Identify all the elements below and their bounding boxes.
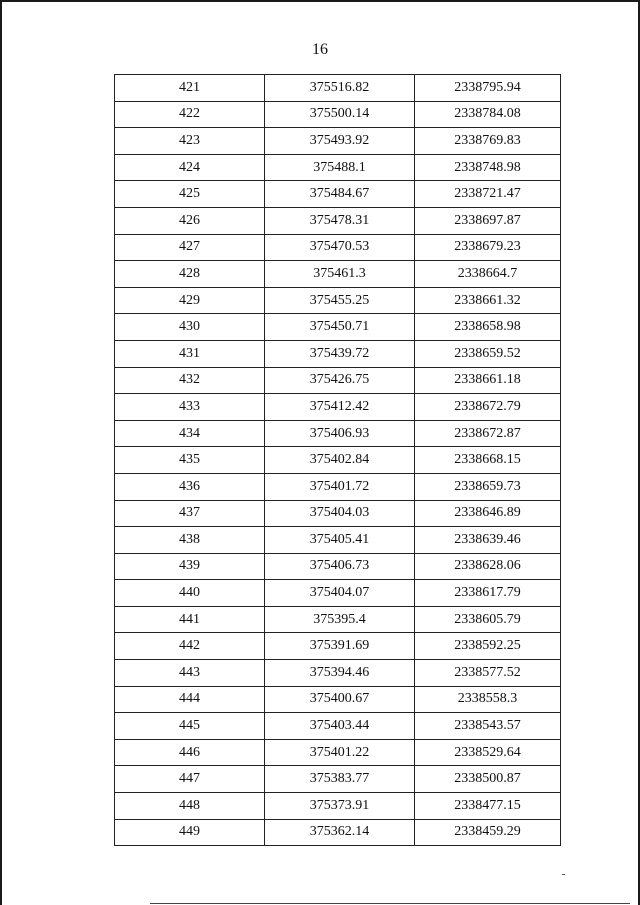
point-number-cell: 446 (115, 739, 265, 766)
x-coordinate-cell: 375455.25 (265, 287, 415, 314)
point-number-cell: 422 (115, 101, 265, 128)
y-coordinate-cell: 2338664.7 (415, 261, 561, 288)
table-row (115, 606, 561, 633)
point-number-cell: 436 (115, 473, 265, 500)
point-number-cell: 428 (115, 261, 265, 288)
y-coordinate-cell: 2338668.15 (415, 447, 561, 474)
table-row (115, 154, 561, 181)
coordinates-table (114, 74, 561, 846)
table-row (115, 314, 561, 341)
point-number-cell: 445 (115, 713, 265, 740)
x-coordinate-cell: 375450.71 (265, 314, 415, 341)
x-coordinate-cell: 375406.93 (265, 420, 415, 447)
x-coordinate-cell: 375439.72 (265, 340, 415, 367)
x-coordinate-cell: 375488.1 (265, 154, 415, 181)
point-number-cell: 424 (115, 154, 265, 181)
x-coordinate-cell: 375484.67 (265, 181, 415, 208)
table-row (115, 101, 561, 128)
point-number-cell: 426 (115, 207, 265, 234)
y-coordinate-cell: 2338659.73 (415, 473, 561, 500)
table-row (115, 793, 561, 820)
y-coordinate-cell: 2338661.18 (415, 367, 561, 394)
point-number-cell: 431 (115, 340, 265, 367)
y-coordinate-cell: 2338459.29 (415, 819, 561, 846)
point-number-cell: 438 (115, 527, 265, 554)
point-number-cell: 435 (115, 447, 265, 474)
x-coordinate-cell: 375478.31 (265, 207, 415, 234)
y-coordinate-cell: 2338628.06 (415, 553, 561, 580)
point-number-cell: 449 (115, 819, 265, 846)
table-row (115, 527, 561, 554)
point-number-cell: 432 (115, 367, 265, 394)
y-coordinate-cell: 2338659.52 (415, 340, 561, 367)
table-row (115, 473, 561, 500)
point-number-cell: 441 (115, 606, 265, 633)
y-coordinate-cell: 2338721.47 (415, 181, 561, 208)
table-row (115, 500, 561, 527)
coordinates-table-body (115, 75, 561, 846)
point-number-cell: 430 (115, 314, 265, 341)
table-row (115, 340, 561, 367)
y-coordinate-cell: 2338661.32 (415, 287, 561, 314)
point-number-cell: 443 (115, 660, 265, 687)
x-coordinate-cell: 375401.72 (265, 473, 415, 500)
y-coordinate-cell: 2338543.57 (415, 713, 561, 740)
y-coordinate-cell: 2338617.79 (415, 580, 561, 607)
table-row (115, 394, 561, 421)
table-row (115, 367, 561, 394)
y-coordinate-cell: 2338592.25 (415, 633, 561, 660)
y-coordinate-cell: 2338577.52 (415, 660, 561, 687)
point-number-cell: 437 (115, 500, 265, 527)
x-coordinate-cell: 375401.22 (265, 739, 415, 766)
table-row (115, 287, 561, 314)
y-coordinate-cell: 2338679.23 (415, 234, 561, 261)
table-row (115, 713, 561, 740)
x-coordinate-cell: 375412.42 (265, 394, 415, 421)
table-row (115, 766, 561, 793)
point-number-cell: 448 (115, 793, 265, 820)
table-row (115, 128, 561, 155)
y-coordinate-cell: 2338672.87 (415, 420, 561, 447)
table-row (115, 234, 561, 261)
x-coordinate-cell: 375395.4 (265, 606, 415, 633)
table-row (115, 580, 561, 607)
x-coordinate-cell: 375383.77 (265, 766, 415, 793)
y-coordinate-cell: 2338697.87 (415, 207, 561, 234)
x-coordinate-cell: 375373.91 (265, 793, 415, 820)
x-coordinate-cell: 375405.41 (265, 527, 415, 554)
x-coordinate-cell: 375400.67 (265, 686, 415, 713)
point-number-cell: 444 (115, 686, 265, 713)
table-row (115, 181, 561, 208)
table-row (115, 207, 561, 234)
bottom-edge-line (150, 903, 630, 904)
y-coordinate-cell: 2338646.89 (415, 500, 561, 527)
point-number-cell: 421 (115, 75, 265, 102)
table-row (115, 447, 561, 474)
y-coordinate-cell: 2338784.08 (415, 101, 561, 128)
y-coordinate-cell: 2338477.15 (415, 793, 561, 820)
y-coordinate-cell: 2338795.94 (415, 75, 561, 102)
point-number-cell: 423 (115, 128, 265, 155)
y-coordinate-cell: 2338529.64 (415, 739, 561, 766)
point-number-cell: 447 (115, 766, 265, 793)
page-border-left (0, 0, 2, 905)
table-row (115, 633, 561, 660)
y-coordinate-cell: 2338658.98 (415, 314, 561, 341)
x-coordinate-cell: 375516.82 (265, 75, 415, 102)
x-coordinate-cell: 375493.92 (265, 128, 415, 155)
point-number-cell: 434 (115, 420, 265, 447)
y-coordinate-cell: 2338558.3 (415, 686, 561, 713)
x-coordinate-cell: 375470.53 (265, 234, 415, 261)
y-coordinate-cell: 2338605.79 (415, 606, 561, 633)
x-coordinate-cell: 375403.44 (265, 713, 415, 740)
y-coordinate-cell: 2338500.87 (415, 766, 561, 793)
y-coordinate-cell: 2338672.79 (415, 394, 561, 421)
point-number-cell: 429 (115, 287, 265, 314)
x-coordinate-cell: 375404.03 (265, 500, 415, 527)
table-row (115, 819, 561, 846)
x-coordinate-cell: 375404.07 (265, 580, 415, 607)
page-number: 16 (312, 41, 328, 58)
x-coordinate-cell: 375500.14 (265, 101, 415, 128)
point-number-cell: 427 (115, 234, 265, 261)
x-coordinate-cell: 375406.73 (265, 553, 415, 580)
x-coordinate-cell: 375394.46 (265, 660, 415, 687)
point-number-cell: 440 (115, 580, 265, 607)
table-row (115, 420, 561, 447)
point-number-cell: 442 (115, 633, 265, 660)
x-coordinate-cell: 375362.14 (265, 819, 415, 846)
scan-speck (562, 874, 565, 875)
y-coordinate-cell: 2338748.98 (415, 154, 561, 181)
x-coordinate-cell: 375426.75 (265, 367, 415, 394)
y-coordinate-cell: 2338639.46 (415, 527, 561, 554)
page-border-top (0, 0, 640, 2)
table-row (115, 660, 561, 687)
x-coordinate-cell: 375391.69 (265, 633, 415, 660)
point-number-cell: 425 (115, 181, 265, 208)
point-number-cell: 433 (115, 394, 265, 421)
table-row (115, 686, 561, 713)
x-coordinate-cell: 375461.3 (265, 261, 415, 288)
table-row (115, 739, 561, 766)
table-row (115, 261, 561, 288)
point-number-cell: 439 (115, 553, 265, 580)
x-coordinate-cell: 375402.84 (265, 447, 415, 474)
table-row (115, 553, 561, 580)
y-coordinate-cell: 2338769.83 (415, 128, 561, 155)
table-row (115, 75, 561, 102)
